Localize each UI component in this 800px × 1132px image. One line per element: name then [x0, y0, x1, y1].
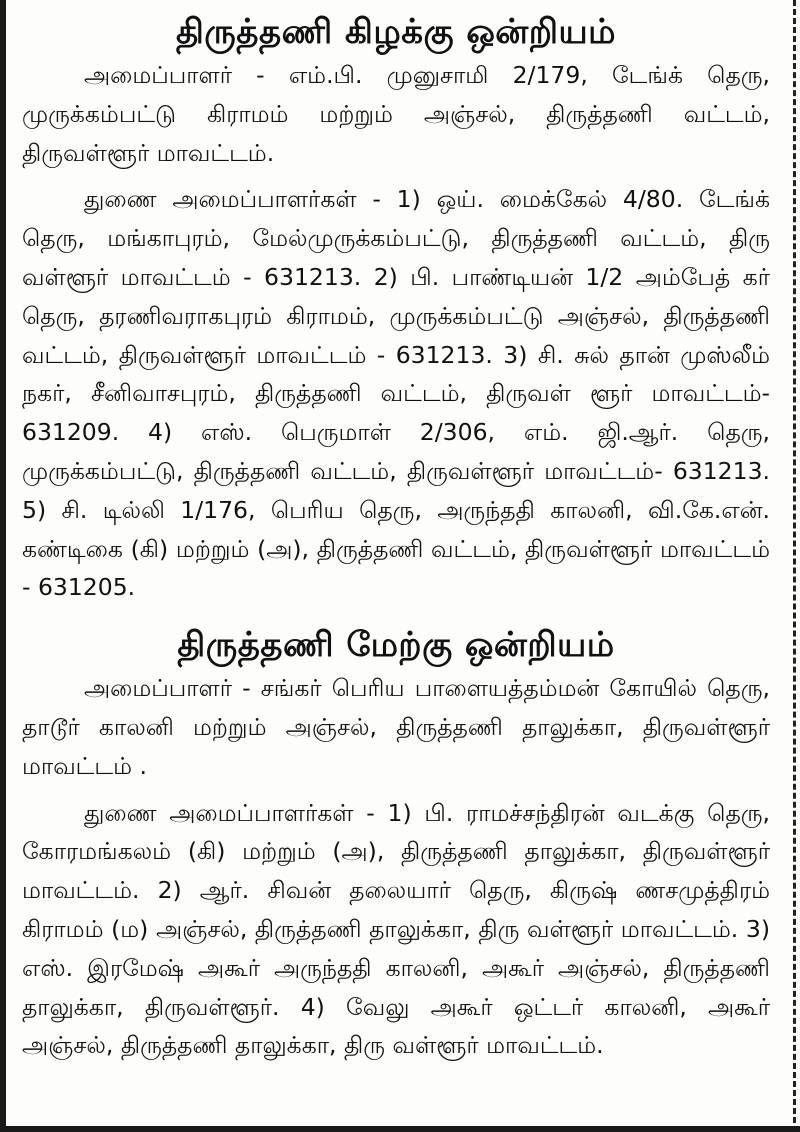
- right-dashed-border: [793, 0, 796, 1132]
- section-title: திருத்தணி மேற்கு ஒன்றியம்: [177, 625, 615, 666]
- convenor-paragraph: அமைப்பாளர் - எம்.பி. முனுசாமி 2/179, டேங்க் தெரு, முருக்கம்பட்டு கிராமம் மற்றும் அஞ்சல், திருத்தணி வட்டம், திருவள்ளூர் மாவட்டம்.: [22, 61, 770, 167]
- section-west-union: [22, 621, 770, 1065]
- article-content: [22, 8, 770, 1065]
- deputies-paragraph: துணை அமைப்பாளர்கள் - 1) பி. ராமச்சந்திரன் வடக்கு தெரு, கோரமங்கலம் (கி) மற்றும் (அ), திருத்தணி தாலுக்கா, திருவள்ளூர் மாவட்டம். 2) ஆர். சிவன் தலையார் தெரு, கிருஷ் ணசமுத்திரம் கிராமம் (ம) அஞ்சல், திருத்தணி தாலுக்கா, திரு வள்ளூர் மாவட்டம். 3) எஸ். இரமேஷ் அகூர் அருந்ததி காலனி, அகூர் அஞ்சல், திருத்தணி தாலுக்கா, திருவள்ளூர். 4) வேலு அகூர் ஒட்டர் காலனி, அகூர் அஞ்சல், திருத்தணி தாலுக்கா, திரு வள்ளூர் மாவட்டம்.: [22, 798, 770, 1060]
- left-border: [0, 0, 6, 1132]
- section-title: திருத்தணி கிழக்கு ஒன்றியம்: [175, 12, 617, 52]
- bottom-border: [0, 1126, 800, 1132]
- deputies-paragraph: துணை அமைப்பாளர்கள் - 1) ஒய். மைக்கேல் 4/80. டேங்க் தெரு, மங்காபுரம், மேல்முருக்கம்பட்டு, திருத்தணி வட்டம், திரு வள்ளூர் மாவட்டம் - 631213. 2) பி. பாண்டியன் 1/2 அம்பேத் கர் தெரு, தரணிவராகபுரம் கிராமம், முருக்கம்பட்டு அஞ்சல், திருத்தணி வட்டம், திருவள்ளூர் மாவட்டம் - 631213. 3) சி. சுல் தான் முஸ்லீம் நகர், சீனிவாசபுரம், திருத்தணி வட்டம், திருவள் ளூர் மாவட்டம்- 631209. 4) எஸ். பெருமாள் 2/306, எம். ஜி.ஆர். தெரு, முருக்கம்பட்டு, திருத்தணி வட்டம், திருவள்ளூர் மாவட்டம்- 631213. 5) சி. டில்லி 1/176, பெரிய தெரு, அருந்ததி காலனி, வி.கே.என். கண்டிகை (கி) மற்றும் (அ), திருத்தணி வட்டம், திருவள்ளூர் மாவட்டம் - 631205.: [22, 185, 770, 602]
- section-east-union: [22, 8, 770, 607]
- convenor-paragraph: அமைப்பாளர் - சங்கர் பெரிய பாளையத்தம்மன் கோயில் தெரு, தாடூர் காலனி மற்றும் அஞ்சல், திருத்தணி தாலுக்கா, திருவள்ளூர் மாவட்டம் .: [22, 674, 770, 780]
